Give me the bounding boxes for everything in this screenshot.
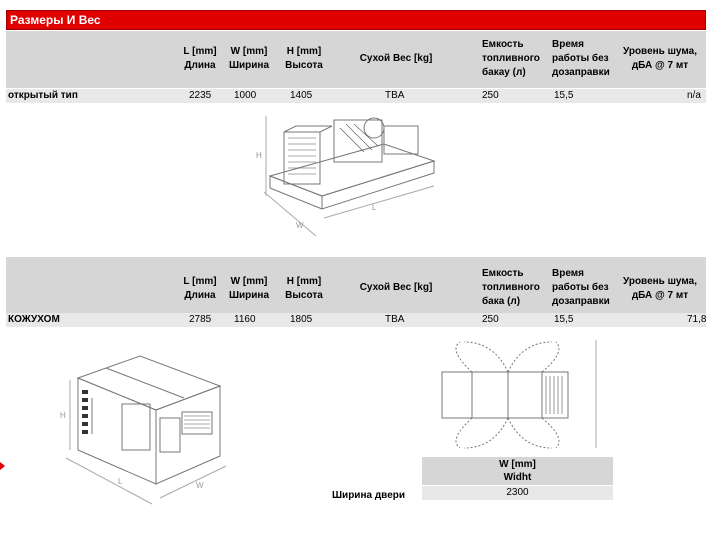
open-generator-drawing [244,106,444,244]
cell-dry-weight: TBA [385,90,405,101]
cell-length: 2785 [189,314,212,325]
col-dry-weight: Сухой Вес [kg] [359,53,433,64]
row-label: открытый тип [8,90,78,101]
cell-tank: 250 [482,314,499,325]
cell-length: 2235 [189,90,212,101]
cell-height: 1805 [290,314,313,325]
cell-dry-weight: TBA [385,314,405,325]
col-noise: Уровень шума, дБА @ 7 мт [623,276,697,301]
svg-text:L: L [372,203,377,212]
red-arrow-marker [0,462,5,470]
col-runtime: Время работы без дозаправки [552,268,610,307]
col-tank: Емкость топливного бака (л) [482,268,540,307]
cell-tank: 250 [482,90,499,101]
door-width-value: 2300 [422,486,613,500]
col-dry-weight: Сухой Вес [kg] [359,282,433,293]
top-view-drawing [438,336,602,452]
table-header-canopy [6,257,706,314]
cell-runtime: 15,5 [554,314,574,325]
cell-width: 1000 [234,90,257,101]
cell-height: 1405 [290,90,313,101]
door-width-table [422,457,613,500]
svg-text:H: H [60,411,66,420]
svg-text:W: W [196,481,204,490]
section-title: Размеры И Вес [6,10,706,30]
cell-noise: n/a [687,90,701,101]
door-width-label: Ширина двери [332,490,406,501]
door-width-header: W [mm] Widht [422,457,613,485]
table-header-open [6,31,706,88]
col-height: H [mm] Высота [285,46,323,71]
col-length: L [mm] Длина [183,46,217,71]
col-length: L [mm] Длина [183,276,217,301]
svg-text:H: H [256,151,262,160]
table-row-open [6,89,706,103]
cell-noise: 71,8 [687,314,707,325]
cell-runtime: 15,5 [554,90,574,101]
col-height: H [mm] Высота [285,276,323,301]
table-row-canopy [6,313,706,327]
canopy-generator-drawing [56,338,236,510]
cell-width: 1160 [234,314,256,325]
col-width: W [mm] Ширина [228,276,270,301]
col-tank: Емкость топливного бакау (л) [482,39,540,78]
svg-text:W: W [296,221,304,230]
col-runtime: Время работы без дозаправки [552,39,610,78]
row-label: КОЖУХОМ [8,314,60,325]
col-width: W [mm] Ширина [228,46,270,71]
col-noise: Уровень шума, дБА @ 7 мт [623,46,697,71]
svg-text:L: L [118,477,123,486]
